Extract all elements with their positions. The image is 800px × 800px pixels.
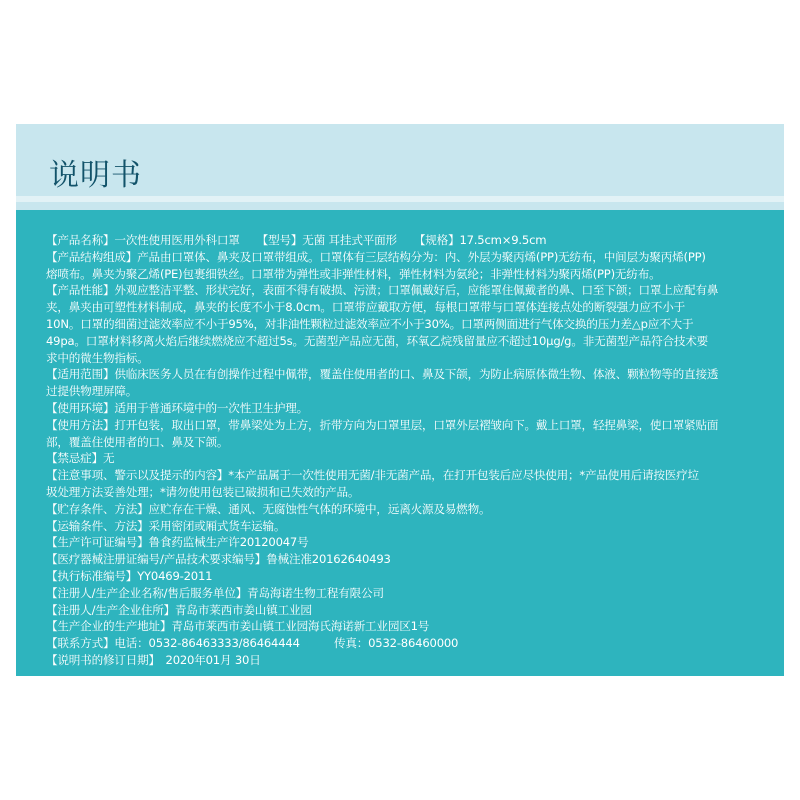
text-line: 【注册人/生产企业名称/售后服务单位】青岛海诺生物工程有限公司 xyxy=(46,585,384,600)
text-line: 【注册人/生产企业住所】青岛市莱西市姜山镇工业园 xyxy=(46,602,312,617)
text-line: 【禁忌症】无 xyxy=(46,451,115,466)
text-line: 熔喷布。鼻夹为聚乙烯(PE)包裹细铁丝。口罩带为弹性或非弹性材料，弹性材料为氨纶；非弹性材料为聚丙烯(PP)无纺布。 xyxy=(46,266,661,281)
text-line: 【产品名称】一次性使用医用外科口罩 【型号】无菌 耳挂式平面形 【规格】17.5cm×9.5cm xyxy=(46,233,547,247)
text-line: 【注意事项、警示以及提示的内容】*本产品属于一次性使用无菌/非无菌产品，在打开包装后应尽快使用；*产品使用后请按医疗垃 xyxy=(46,468,699,483)
instruction-card xyxy=(16,124,784,676)
text-line: 过提供物理屏障。 xyxy=(46,384,138,399)
text-line: 【联系方式】电话：0532-86463333/86464444 传真：0532-86460000 xyxy=(46,636,459,651)
header-stripe xyxy=(16,196,784,202)
text-line: 【生产企业的生产地址】青岛市莱西市姜山镇工业园海氏海诺新工业园区1号 xyxy=(46,619,430,634)
page-title: 说明书 xyxy=(49,158,142,193)
text-line: 夹，鼻夹由可塑性材料制成，鼻夹的长度不小于8.0cm。口罩带应戴取方便，每根口罩带与口罩体连接点处的断裂强力应不小于 xyxy=(46,300,685,315)
instruction-body xyxy=(46,232,786,669)
card-header xyxy=(16,124,784,210)
text-line: 【医疗器械注册证编号/产品技术要求编号】鲁械注准20162640493 xyxy=(46,552,391,567)
text-line: 部，覆盖住使用者的口、鼻及下颌。 xyxy=(46,434,229,449)
text-line: 【使用环境】适用于普通环境中的一次性卫生护理。 xyxy=(46,400,309,415)
text-line: 【说明书的修订日期】 2020年01月 30日 xyxy=(46,652,261,667)
text-line: 【使用方法】打开包装，取出口罩，带鼻梁处为上方，折带方向为口罩里层，口罩外层褶皱向下。戴上口罩，轻捏鼻梁，使口罩紧贴面 xyxy=(46,417,719,432)
text-line: 【运输条件、方法】采用密闭或厢式货车运输。 xyxy=(46,518,286,533)
text-line: 10N。口罩的细菌过滤效率应不小于95%，对非油性颗粒过滤效率应不小于30%。口罩两侧面进行气体交换的压力差△p应不大于 xyxy=(46,316,694,331)
text-line: 【产品结构组成】产品由口罩体、鼻夹及口罩带组成。口罩体有三层结构分为：内、外层为聚丙烯(PP)无纺布，中间层为聚丙烯(PP) xyxy=(46,249,706,264)
text-line: 圾处理方法妥善处理；*请勿使用包装已破损和已失效的产品。 xyxy=(46,484,360,499)
text-line: 【生产许可证编号】鲁食药监械生产许20120047号 xyxy=(46,535,309,550)
text-line: 求中的微生物指标。 xyxy=(46,350,149,365)
text-line: 【贮存条件、方法】应贮存在干燥、通风、无腐蚀性气体的环境中，远离火源及易燃物。 xyxy=(46,501,491,516)
text-line: 【产品性能】外观应整洁平整、形状完好，表面不得有破损、污渍；口罩佩戴好后，应能罩住佩戴者的鼻、口至下颌；口罩上应配有鼻 xyxy=(46,283,719,298)
text-line: 49pa。口罩材料移离火焰后继续燃烧应不超过5s。无菌型产品应无菌，环氧乙烷残留量应不超过10μg/g。非无菌型产品符合技术要 xyxy=(46,333,709,348)
text-line: 【执行标准编号】YY0469-2011 xyxy=(46,568,213,583)
text-line: 【适用范围】供临床医务人员在有创操作过程中佩带，覆盖住使用者的口、鼻及下颌，为防止病原体微生物、体液、颗粒物等的直接透 xyxy=(46,367,719,382)
